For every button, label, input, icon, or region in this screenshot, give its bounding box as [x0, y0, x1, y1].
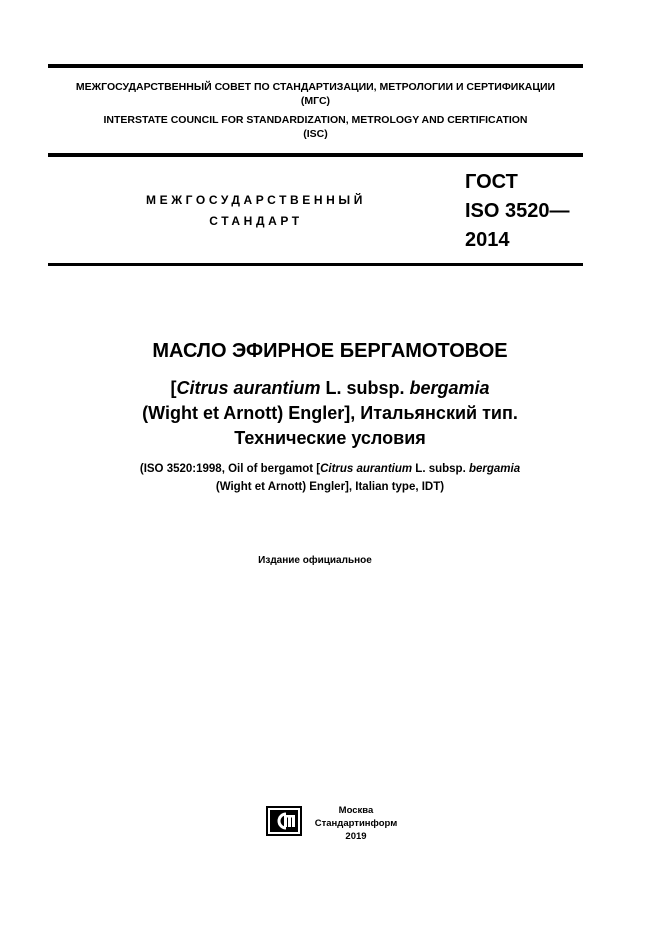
standard-label-line1: МЕЖГОСУДАРСТВЕННЫЙ: [146, 193, 366, 207]
council-name-en: INTERSTATE COUNCIL FOR STANDARDIZATION, METROLOGY AND CERTIFICATION: [103, 114, 528, 126]
document-subtitle: [40, 376, 620, 451]
publisher-name: Стандартинформ: [314, 818, 398, 829]
council-name-ru: МЕЖГОСУДАРСТВЕННЫЙ СОВЕТ ПО СТАНДАРТИЗАЦИИ, МЕТРОЛОГИИ И СЕРТИФИКАЦИИ: [75, 81, 556, 93]
subtitle-line1: [Citrus aurantium L. subsp. bergamia: [170, 378, 490, 398]
document-title: МАСЛО ЭФИРНОЕ БЕРГАМОТОВОЕ: [152, 340, 508, 362]
designation-line2: ISO 3520—: [465, 200, 570, 222]
standartinform-logo-icon: [266, 806, 302, 836]
iso-reference-line1: (ISO 3520:1998, Oil of bergamot [Citrus aurantium L. subsp. bergamia: [139, 463, 521, 475]
designation-line3: 2014: [465, 229, 510, 251]
standard-label: [100, 190, 412, 232]
council-abbr-en: (ISC): [303, 128, 328, 140]
iso-reference: [40, 460, 620, 496]
publisher-info: [306, 804, 406, 843]
standard-designation: [465, 168, 570, 255]
subtitle-line3: Технические условия: [234, 428, 426, 448]
publisher-city: Москва: [338, 805, 374, 816]
standard-label-line2: СТАНДАРТ: [209, 214, 303, 228]
publisher-year: 2019: [345, 831, 367, 842]
iso-reference-line2: (Wight et Arnott) Engler], Italian type, IDT): [215, 481, 445, 493]
council-abbr-ru: (МГС): [300, 95, 331, 107]
designation-line1: ГОСТ: [465, 171, 518, 193]
header-bottom-rule: [48, 263, 583, 266]
council-divider: [48, 153, 583, 157]
edition-note: Издание официальное: [258, 555, 372, 566]
council-header: [48, 80, 583, 141]
top-rule: [48, 64, 583, 68]
subtitle-line2: (Wight et Arnott) Engler], Итальянский тип.: [142, 403, 518, 423]
